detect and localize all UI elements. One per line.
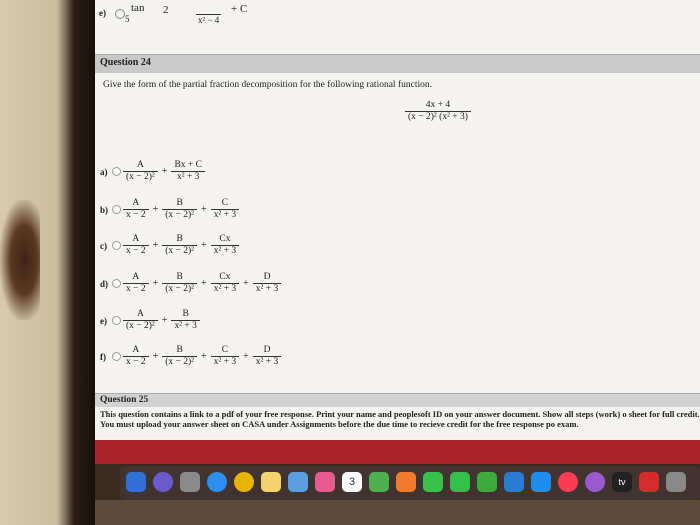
numerator: A bbox=[123, 198, 149, 210]
function-denominator: (x − 2)² (x² + 3) bbox=[408, 112, 468, 122]
siri-icon[interactable] bbox=[153, 472, 173, 492]
numerator: Cx bbox=[211, 272, 239, 284]
prev-term-c: + C bbox=[231, 3, 248, 15]
launchpad-icon[interactable] bbox=[180, 472, 200, 492]
option-e[interactable] bbox=[100, 309, 200, 332]
fraction-term bbox=[253, 272, 281, 295]
notes-icon[interactable] bbox=[261, 472, 281, 492]
denominator: x² + 3 bbox=[174, 321, 197, 331]
option-c[interactable] bbox=[100, 234, 239, 257]
photos2-icon[interactable] bbox=[396, 472, 416, 492]
plus-sign: + bbox=[152, 204, 159, 215]
option-label: a) bbox=[100, 166, 108, 177]
plus-sign: + bbox=[161, 166, 168, 177]
denominator: x − 2 bbox=[126, 284, 146, 294]
facetime-icon[interactable] bbox=[423, 472, 443, 492]
system-prefs-icon[interactable] bbox=[666, 472, 686, 492]
function-fraction bbox=[405, 100, 471, 123]
option-radio[interactable] bbox=[112, 167, 121, 176]
plus-sign: + bbox=[243, 278, 249, 289]
option-a[interactable] bbox=[100, 160, 205, 183]
prev-term-tan: tan bbox=[131, 2, 145, 14]
fraction-term bbox=[123, 234, 149, 257]
fraction-term bbox=[123, 160, 158, 183]
music-icon[interactable] bbox=[558, 472, 578, 492]
appstore-icon[interactable] bbox=[531, 472, 551, 492]
option-label: e) bbox=[100, 315, 107, 326]
denominator: (x − 2)² bbox=[165, 246, 195, 256]
numerator: A bbox=[123, 160, 158, 172]
photos-icon[interactable] bbox=[315, 472, 335, 492]
fraction-term bbox=[171, 160, 205, 183]
option-radio[interactable] bbox=[112, 279, 121, 288]
numbers-icon[interactable] bbox=[477, 472, 497, 492]
option-label: d) bbox=[100, 278, 109, 289]
acrobat-icon[interactable] bbox=[639, 472, 659, 492]
numerator: A bbox=[123, 309, 158, 321]
fraction-term bbox=[211, 234, 239, 257]
numerator: Cx bbox=[211, 234, 239, 246]
fraction-term bbox=[162, 272, 197, 295]
fraction-term bbox=[123, 272, 149, 295]
plus-sign: + bbox=[152, 240, 159, 251]
numerator: B bbox=[162, 345, 197, 357]
numerator: A bbox=[123, 234, 149, 246]
prev-option-label: e) bbox=[99, 8, 106, 18]
photo-shadow bbox=[0, 200, 40, 320]
option-radio[interactable] bbox=[112, 241, 121, 250]
numerator: B bbox=[162, 198, 197, 210]
question-25-header bbox=[95, 393, 700, 407]
macos-dock bbox=[120, 466, 700, 500]
browser-content bbox=[95, 0, 700, 440]
fraction-term bbox=[123, 309, 158, 332]
denominator: (x − 2)² bbox=[126, 321, 155, 331]
prev-term-sqrt: x² − 4 bbox=[198, 15, 220, 25]
option-label: c) bbox=[100, 240, 107, 251]
question-24-title: Question 24 bbox=[100, 57, 151, 68]
denominator: x² + 3 bbox=[176, 172, 200, 182]
plus-sign: + bbox=[152, 351, 159, 362]
option-f[interactable] bbox=[100, 345, 281, 368]
option-radio[interactable] bbox=[112, 316, 121, 325]
messages-icon[interactable] bbox=[450, 472, 470, 492]
fraction-term bbox=[123, 345, 149, 368]
option-d[interactable] bbox=[100, 272, 281, 295]
question-25-text: This question contains a link to a pdf of your free response. Print your name and peoplesoft ID on your answer document. Show all steps (work) o sheet for full credit. You must upload your answer sheet on CASA under Assignments before the due time to recieve credit for the free response po exam. bbox=[100, 409, 700, 429]
denominator: x² + 3 bbox=[213, 246, 237, 256]
fraction-term bbox=[162, 198, 197, 221]
calendar-icon[interactable]: 3 bbox=[342, 472, 362, 492]
option-label: f) bbox=[100, 351, 106, 362]
fraction-term bbox=[123, 198, 149, 221]
plus-sign: + bbox=[243, 351, 249, 362]
denominator: x² + 3 bbox=[213, 210, 237, 220]
plus-sign: + bbox=[201, 204, 207, 215]
prev-term-5: 5 bbox=[125, 14, 130, 24]
prev-option-radio[interactable] bbox=[115, 9, 125, 19]
denominator: x² + 3 bbox=[255, 357, 279, 367]
numerator: A bbox=[123, 345, 149, 357]
previous-question-fragment bbox=[99, 0, 699, 32]
denominator: x − 2 bbox=[126, 210, 146, 220]
option-label: b) bbox=[100, 204, 109, 215]
question-24-header bbox=[95, 54, 700, 73]
question-24-prompt: Give the form of the partial fraction decomposition for the following rational function. bbox=[103, 80, 432, 90]
denominator: x − 2 bbox=[126, 357, 146, 367]
numerator: C bbox=[211, 198, 239, 210]
rational-function bbox=[405, 100, 471, 123]
chrome-icon[interactable] bbox=[234, 472, 254, 492]
numerator: A bbox=[123, 272, 149, 284]
fraction-term bbox=[162, 345, 197, 368]
plus-sign: + bbox=[161, 315, 168, 326]
denominator: (x − 2)² bbox=[165, 284, 195, 294]
podcasts-icon[interactable] bbox=[585, 472, 605, 492]
plus-sign: + bbox=[152, 278, 159, 289]
plus-sign: + bbox=[201, 240, 207, 251]
fraction-term bbox=[211, 198, 239, 221]
option-b[interactable] bbox=[100, 198, 239, 221]
fraction-term bbox=[162, 234, 197, 257]
desk-background bbox=[95, 500, 700, 525]
finder-icon[interactable] bbox=[126, 472, 146, 492]
keynote-icon[interactable] bbox=[504, 472, 524, 492]
numerator: D bbox=[253, 272, 281, 284]
safari-icon[interactable] bbox=[207, 472, 227, 492]
fraction-term bbox=[211, 272, 239, 295]
denominator: x² + 3 bbox=[213, 357, 237, 367]
numerator: B bbox=[162, 234, 197, 246]
function-numerator: 4x + 4 bbox=[405, 100, 471, 112]
denominator: (x − 2)² bbox=[165, 357, 195, 367]
bottom-red-bar bbox=[95, 440, 700, 464]
fraction-term bbox=[211, 345, 239, 368]
monitor-bezel-left bbox=[0, 0, 95, 525]
question-25-title: Question 25 bbox=[100, 395, 149, 405]
numerator: C bbox=[211, 345, 239, 357]
numerator: B bbox=[171, 309, 199, 321]
maps-icon[interactable] bbox=[369, 472, 389, 492]
denominator: x − 2 bbox=[126, 246, 146, 256]
denominator: x² + 3 bbox=[213, 284, 237, 294]
denominator: x² + 3 bbox=[255, 284, 279, 294]
plus-sign: + bbox=[201, 351, 207, 362]
numerator: B bbox=[162, 272, 197, 284]
plus-sign: + bbox=[201, 278, 207, 289]
fraction-term bbox=[253, 345, 281, 368]
numerator: D bbox=[253, 345, 281, 357]
denominator: (x − 2)² bbox=[165, 210, 195, 220]
prev-term-2: 2 bbox=[163, 4, 169, 16]
numerator: Bx + C bbox=[171, 160, 205, 172]
tv-icon[interactable]: tv bbox=[612, 472, 632, 492]
option-radio[interactable] bbox=[112, 205, 121, 214]
fraction-term bbox=[171, 309, 199, 332]
preview-icon[interactable] bbox=[288, 472, 308, 492]
denominator: (x − 2)² bbox=[126, 172, 155, 182]
option-radio[interactable] bbox=[112, 352, 121, 361]
